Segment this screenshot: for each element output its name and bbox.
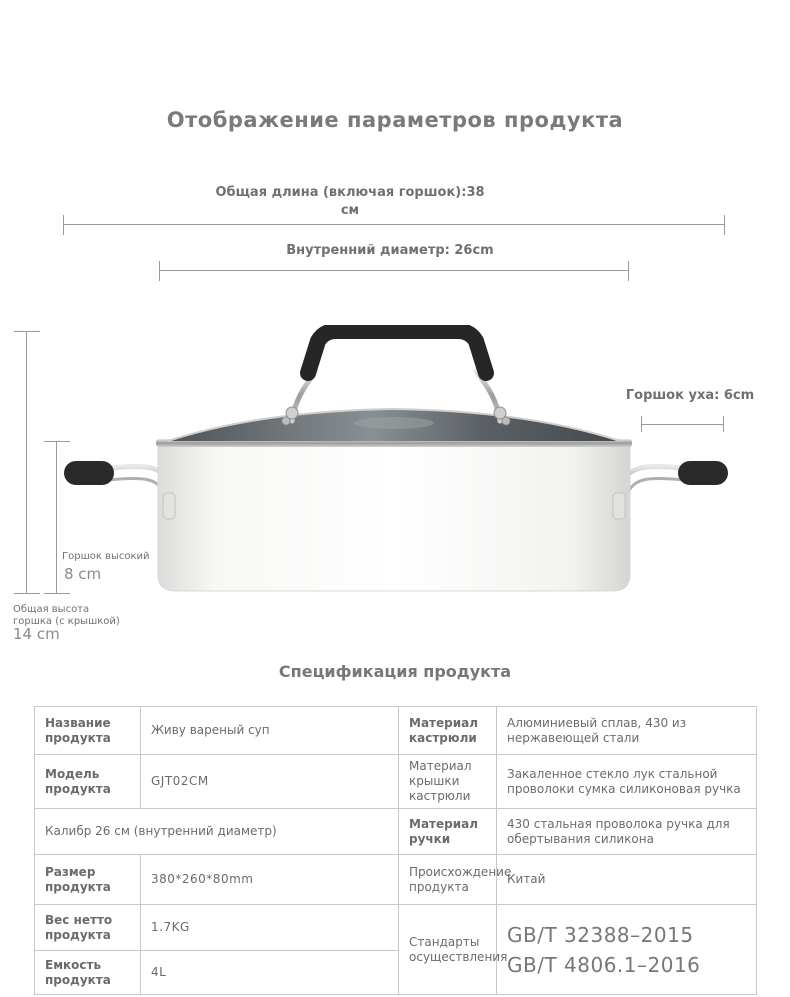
total-height-tick-top <box>14 331 40 332</box>
pot-height-value: 8 cm <box>64 565 102 583</box>
spec-weight-value: 1.7KG <box>141 905 399 951</box>
total-height-value: 14 cm <box>13 625 60 643</box>
spec-size-label: Размер продукта <box>35 855 141 905</box>
spec-title: Спецификация продукта <box>278 662 512 681</box>
total-height-label: Общая высота горшка (с крышкой) <box>13 604 120 627</box>
spec-name-label: Название продукта <box>35 707 141 755</box>
total-length-tick-left <box>63 215 64 235</box>
spec-table <box>34 706 757 995</box>
inner-diameter-tick-right <box>628 261 629 281</box>
page-title: Отображение параметров продукта <box>166 108 624 132</box>
table-row <box>35 755 757 809</box>
left-handle-grip-icon <box>64 461 114 485</box>
spec-handle-material-label: Материал ручки <box>399 809 497 855</box>
spec-weight-label: Вес нетто продукта <box>35 905 141 951</box>
pot-body-icon <box>158 445 630 591</box>
spec-lid-material-value: Закаленное стекло лук стальной проволоки сумка силиконовая ручка <box>497 755 757 809</box>
total-length-label: Общая длина (включая горшок):38 см <box>215 185 485 218</box>
total-height-tick-bottom <box>14 593 40 594</box>
spec-caliber: Калибр 26 см (внутренний диаметр) <box>35 809 399 855</box>
pot-height-line <box>56 441 57 593</box>
spec-capacity-value: 4L <box>141 951 399 995</box>
spec-name-value: Живу вареный суп <box>141 707 399 755</box>
total-length-line <box>63 224 724 225</box>
spec-handle-material-value: 430 стальная проволока ручка для обертывания силикона <box>497 809 757 855</box>
spec-origin-label: Происхождение продукта <box>399 855 497 905</box>
inner-diameter-line <box>159 270 628 271</box>
handle-size-label: Горшок уха: 6cm <box>625 388 755 403</box>
right-handle-grip-icon <box>678 461 728 485</box>
table-row <box>35 809 757 855</box>
total-height-line <box>26 331 27 593</box>
table-row <box>35 855 757 905</box>
spec-standard-1: GB/T 32388–2015 <box>507 922 694 947</box>
spec-lid-material-label: Материал крышки кастрюли <box>399 755 497 809</box>
spec-standard-2: GB/T 4806.1–2016 <box>507 952 701 977</box>
total-length-tick-right <box>724 215 725 235</box>
pot-illustration <box>60 325 732 600</box>
spec-size-value: 380*260*80mm <box>141 855 399 905</box>
spec-pot-material-label: Материал кастрюли <box>399 707 497 755</box>
spec-model-value: GJT02CM <box>141 755 399 809</box>
spec-capacity-label: Емкость продукта <box>35 951 141 995</box>
spec-origin-value: Китай <box>497 855 757 905</box>
spec-standards-label: Стандарты осуществления <box>399 905 497 995</box>
lid-handle-grip-icon <box>308 331 486 373</box>
spec-model-label: Модель продукта <box>35 755 141 809</box>
spec-standards-value <box>497 905 757 995</box>
table-row <box>35 905 757 951</box>
spec-pot-material-value: Алюминиевый сплав, 430 из нержавеющей стали <box>497 707 757 755</box>
inner-diameter-label: Внутренний диаметр: 26cm <box>286 243 494 258</box>
table-row <box>35 707 757 755</box>
pot-height-label: Горшок высокий <box>62 551 150 562</box>
inner-diameter-tick-left <box>159 261 160 281</box>
